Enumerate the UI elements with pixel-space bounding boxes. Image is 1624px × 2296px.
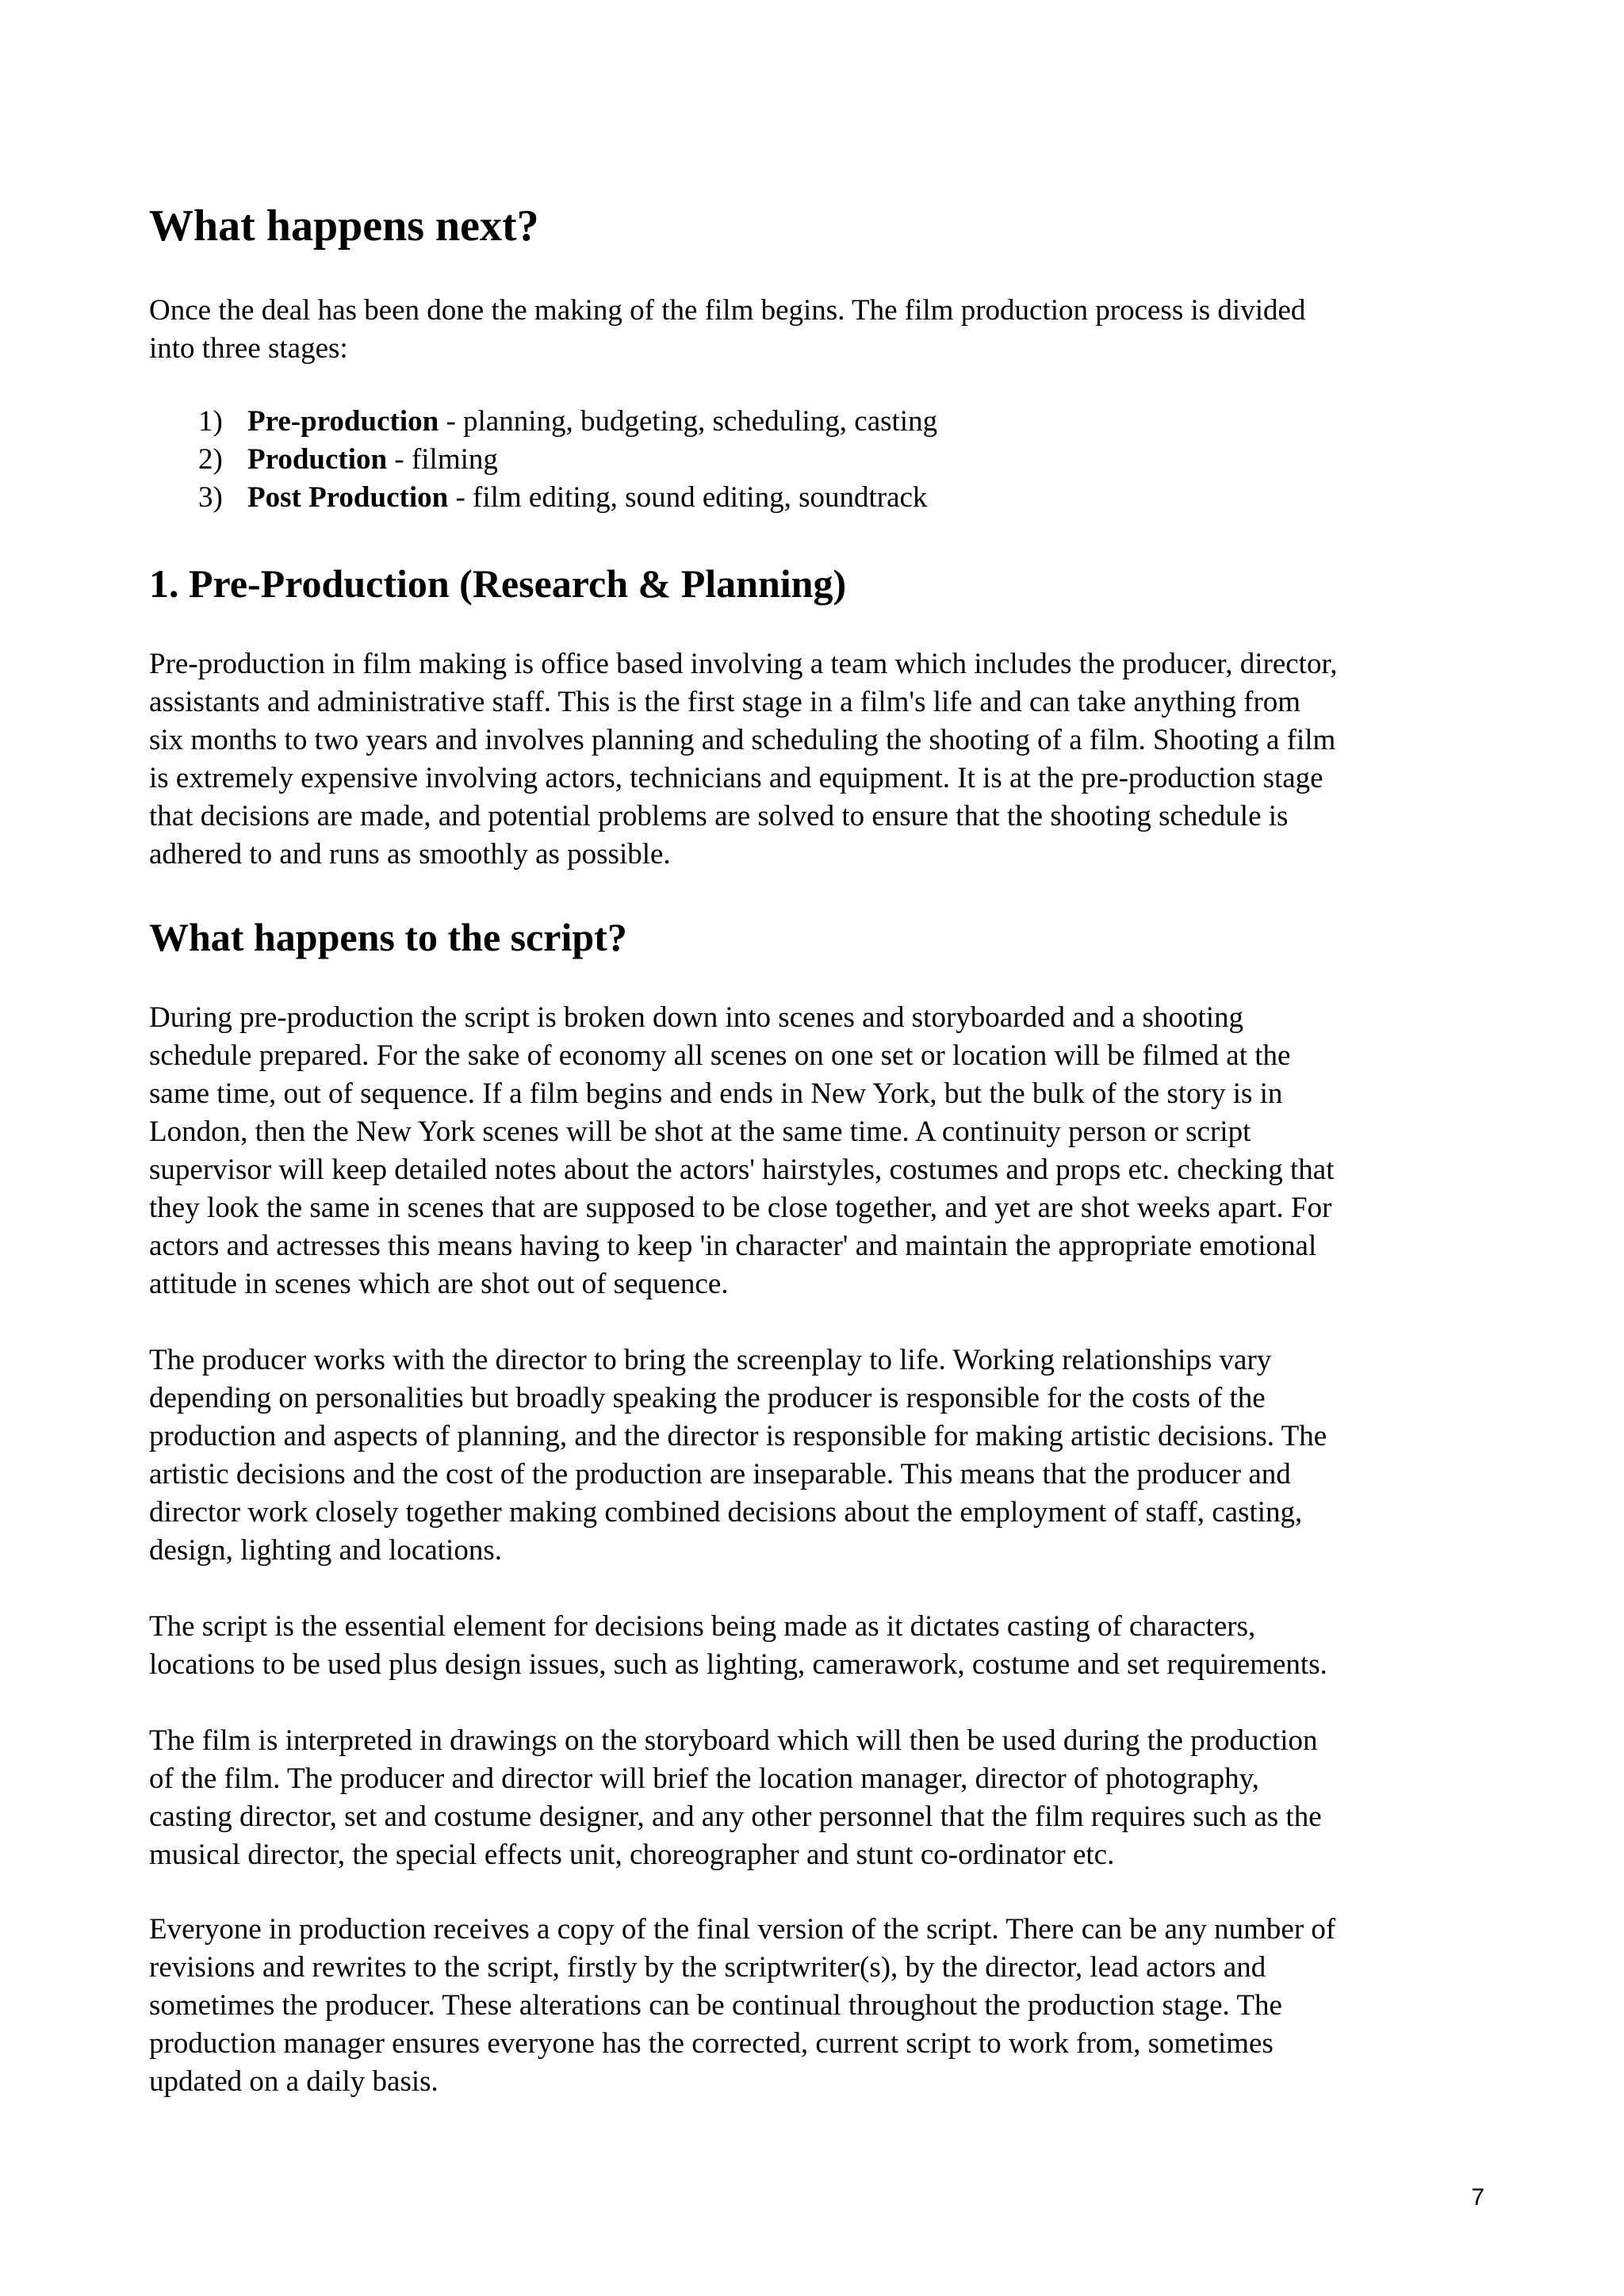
paragraph-line: assistants and administrative staff. This is the first stage in a film's life and can take anything from — [149, 686, 1301, 718]
paragraph-line: musical director, the special effects unit, choreographer and stunt co-ordinator etc. — [149, 1839, 1115, 1871]
paragraph-line: attitude in scenes which are shot out of sequence. — [149, 1268, 729, 1300]
page-number: 7 — [1471, 2184, 1484, 2210]
script-paragraph-2 — [149, 1341, 1497, 1570]
intro-line: into three stages: — [149, 332, 348, 365]
heading-what-happens-to-script: What happens to the script? — [149, 915, 627, 959]
heading-what-happens-next: What happens next? — [149, 201, 539, 251]
paragraph-line: supervisor will keep detailed notes about the actors' hairstyles, costumes and props etc. checking that — [149, 1154, 1335, 1186]
intro-paragraph — [149, 292, 1497, 368]
paragraph-line: is extremely expensive involving actors, technicians and equipment. It is at the pre-production stage — [149, 762, 1323, 794]
paragraph-line: revisions and rewrites to the script, firstly by the scriptwriter(s), by the director, lead actors and — [149, 1951, 1266, 1984]
script-paragraph-1 — [149, 999, 1497, 1303]
intro-line: Once the deal has been done the making of the film begins. The film production process is divided — [149, 294, 1306, 327]
paragraph-line: sometimes the producer. These alterations can be continual throughout the production stage. The — [149, 1989, 1282, 2022]
paragraph-line: that decisions are made, and potential problems are solved to ensure that the shooting schedule is — [149, 800, 1289, 832]
paragraph-line: production manager ensures everyone has the corrected, current script to work from, sometimes — [149, 2027, 1274, 2060]
script-paragraph-5 — [149, 1911, 1497, 2101]
paragraph-line: adhered to and runs as smoothly as possible. — [149, 838, 671, 871]
paragraph-line: schedule prepared. For the sake of economy all scenes on one set or location will be filmed at the — [149, 1039, 1291, 1072]
paragraph-line: The film is interpreted in drawings on the storyboard which will then be used during the production — [149, 1724, 1318, 1757]
stage-number: 1) — [198, 405, 223, 438]
paragraph-line: they look the same in scenes that are supposed to be close together, and yet are shot weeks apart. For — [149, 1192, 1332, 1224]
stage-desc: - planning, budgeting, scheduling, casting — [439, 405, 938, 438]
paragraph-line: locations to be used plus design issues, such as lighting, camerawork, costume and set requirements. — [149, 1648, 1327, 1681]
stage-label: Pre-production — [247, 405, 439, 438]
paragraph-line: artistic decisions and the cost of the production are inseparable. This means that the producer and — [149, 1458, 1291, 1490]
stage-item — [198, 479, 937, 517]
stage-desc: - film editing, sound editing, soundtrack — [448, 481, 928, 514]
stage-number: 3) — [198, 481, 223, 514]
paragraph-line: director work closely together making combined decisions about the employment of staff, casting, — [149, 1496, 1303, 1529]
paragraph-line: The script is the essential element for decisions being made as it dictates casting of characters, — [149, 1610, 1256, 1643]
paragraph-line: casting director, set and costume designer, and any other personnel that the film requires such as the — [149, 1800, 1322, 1833]
stage-item — [198, 403, 937, 441]
script-paragraph-4 — [149, 1722, 1497, 1874]
paragraph-line: The producer works with the director to bring the screenplay to life. Working relationships vary — [149, 1344, 1272, 1376]
paragraph-line: six months to two years and involves planning and scheduling the shooting of a film. Shooting a film — [149, 724, 1336, 756]
stage-label: Post Production — [247, 481, 449, 514]
paragraph-line: Everyone in production receives a copy of the final version of the script. There can be any number of — [149, 1913, 1336, 1946]
stage-number: 2) — [198, 443, 223, 476]
paragraph-line: During pre-production the script is broken down into scenes and storyboarded and a shooting — [149, 1001, 1244, 1034]
stage-label: Production — [247, 443, 388, 476]
paragraph-line: production and aspects of planning, and the director is responsible for making artistic decisions. The — [149, 1420, 1327, 1452]
paragraph-line: depending on personalities but broadly speaking the producer is responsible for the costs of the — [149, 1382, 1266, 1414]
paragraph-line: same time, out of sequence. If a film begins and ends in New York, but the bulk of the story is in — [149, 1077, 1283, 1110]
heading-pre-production: 1. Pre-Production (Research & Planning) — [149, 561, 847, 606]
paragraph-line: Pre-production in film making is office based involving a team which includes the producer, director, — [149, 648, 1338, 680]
stage-item — [198, 441, 937, 479]
paragraph-line: London, then the New York scenes will be shot at the same time. A continuity person or script — [149, 1115, 1251, 1148]
paragraph-line: of the film. The producer and director will brief the location manager, director of photography, — [149, 1762, 1259, 1795]
stage-desc: - filming — [387, 443, 498, 476]
stages-list — [198, 403, 937, 517]
paragraph-line: updated on a daily basis. — [149, 2065, 439, 2098]
paragraph-line: actors and actresses this means having to keep 'in character' and maintain the appropriate emotional — [149, 1230, 1317, 1262]
script-paragraph-3 — [149, 1608, 1497, 1684]
pre-production-paragraph — [149, 645, 1497, 874]
paragraph-line: design, lighting and locations. — [149, 1534, 502, 1567]
